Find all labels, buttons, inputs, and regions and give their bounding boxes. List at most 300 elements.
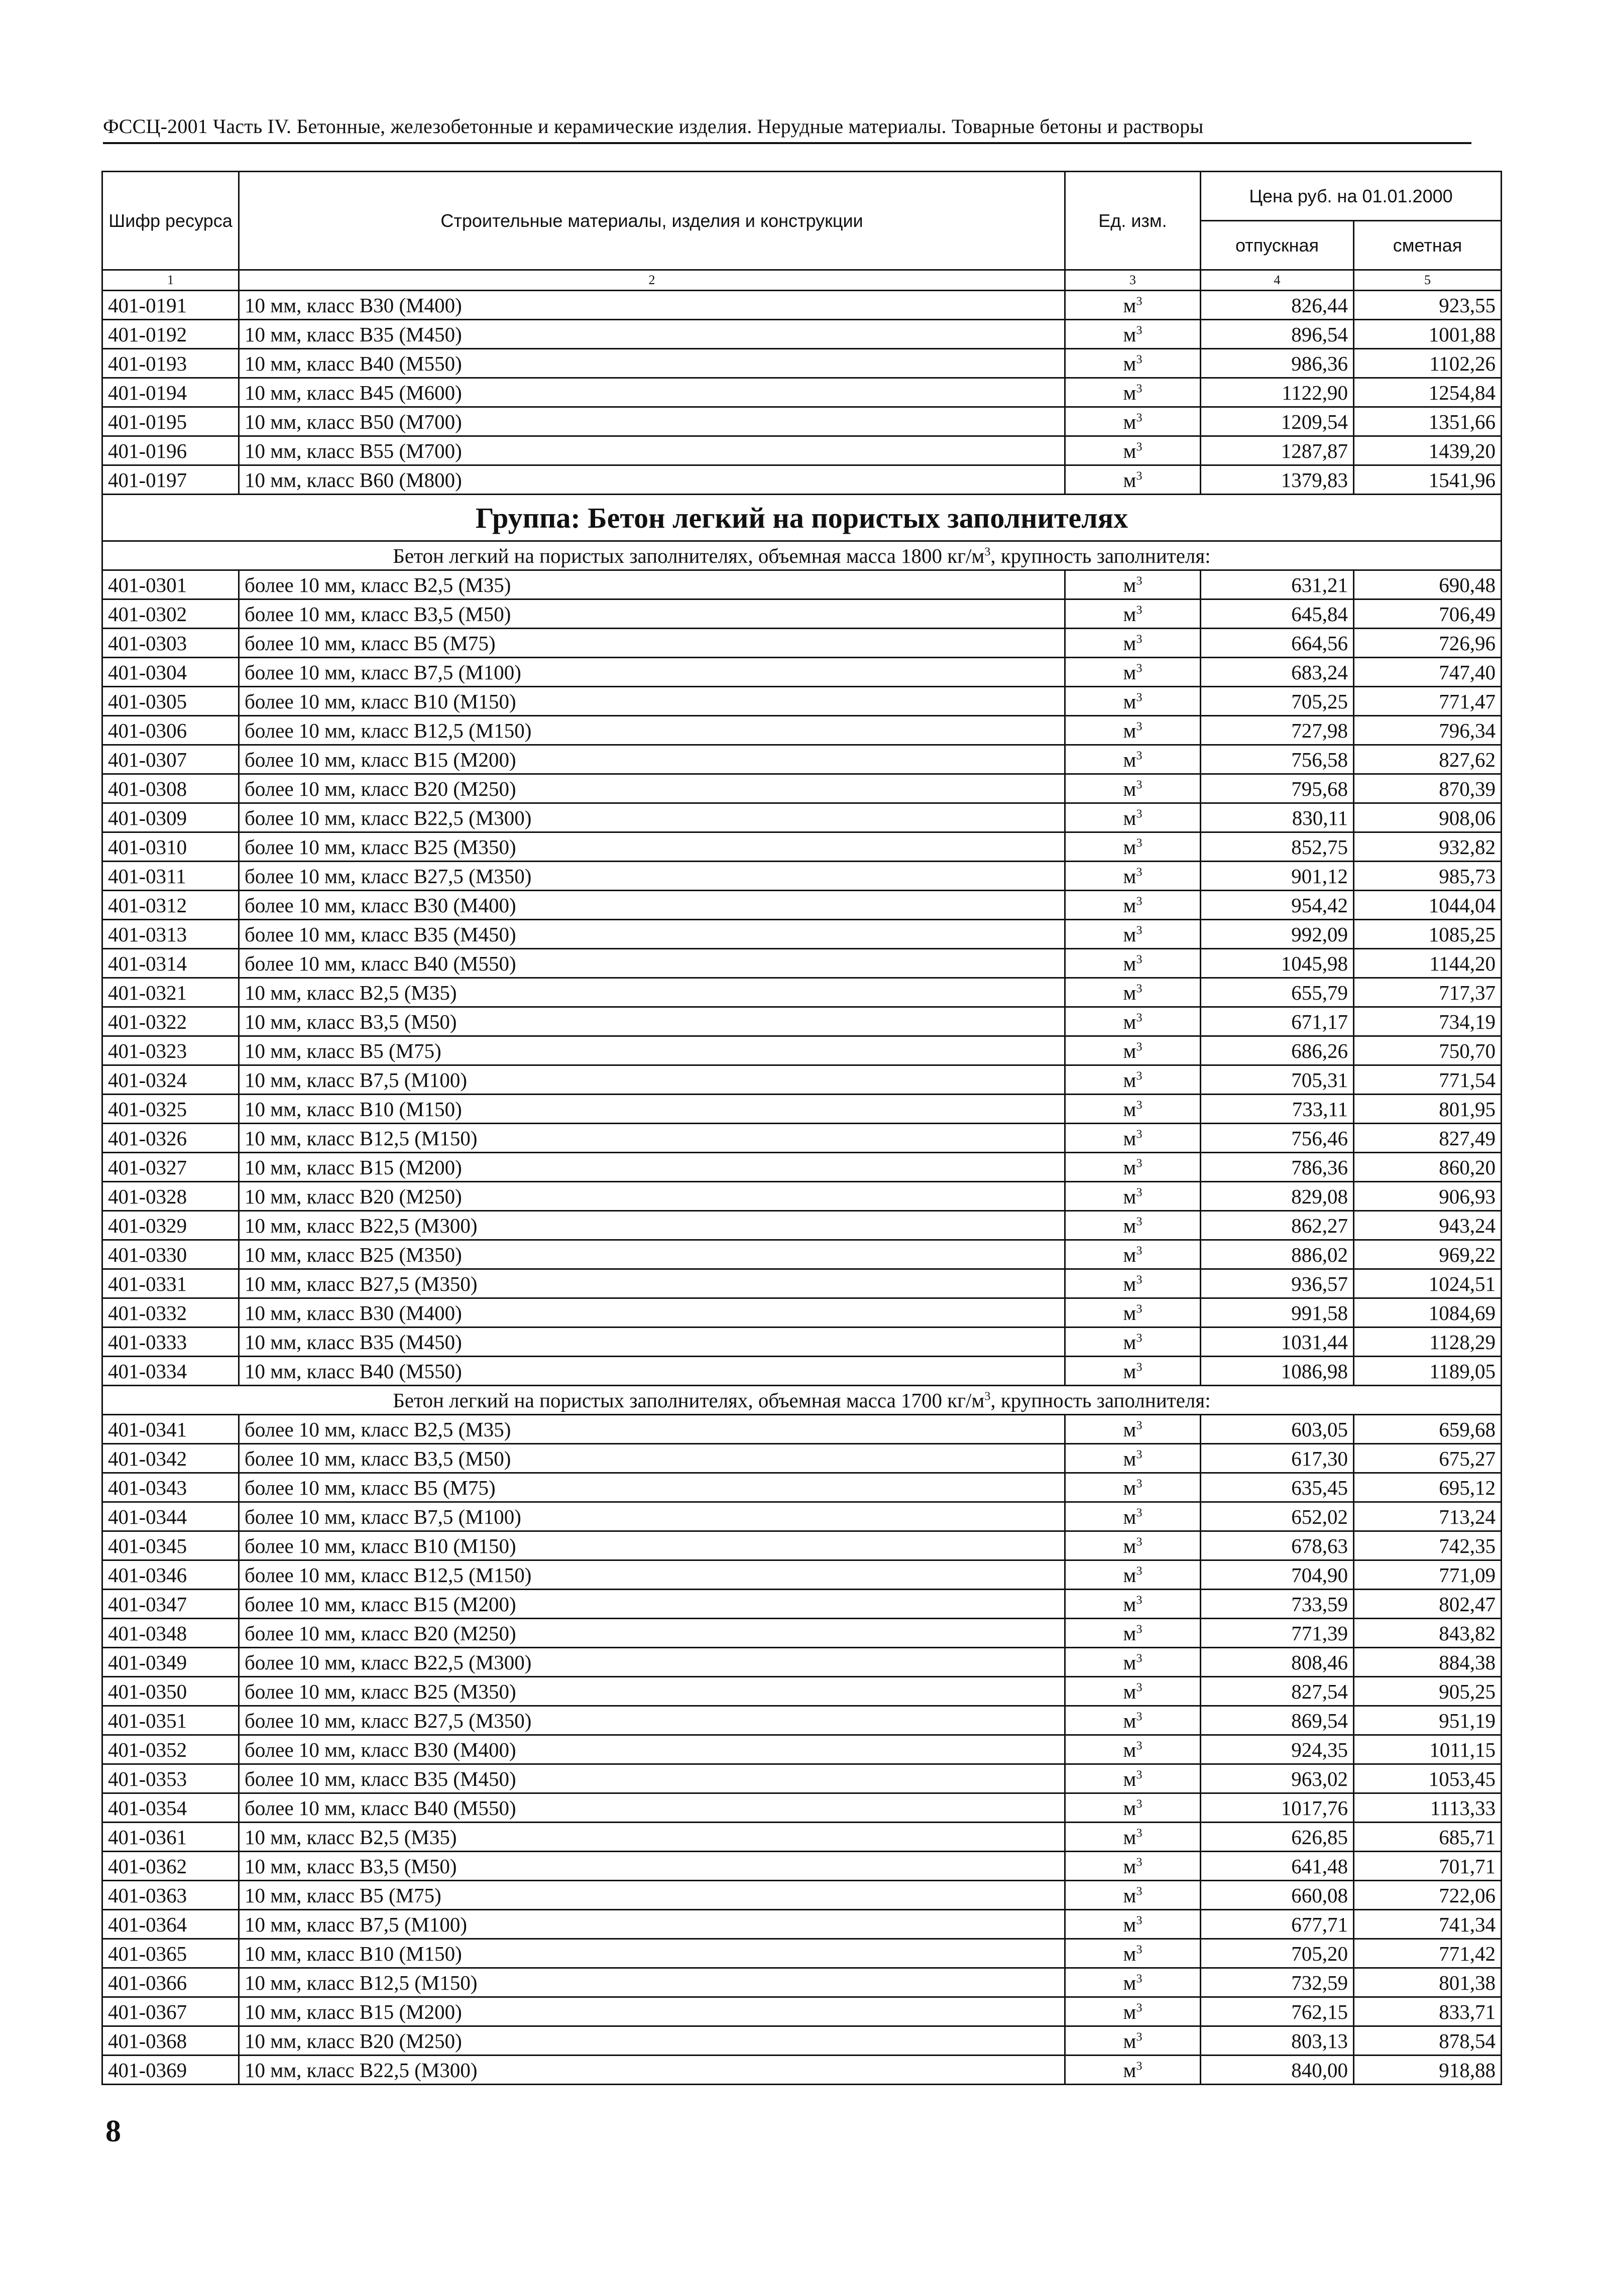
unit-cell <box>1065 1968 1201 1997</box>
estimate-price: 1541,96 <box>1354 465 1502 495</box>
unit-base: м <box>1123 1971 1136 1994</box>
material-name: более 10 мм, класс В2,5 (М35) <box>239 570 1065 599</box>
table-row <box>102 1619 1502 1648</box>
unit-cell <box>1065 716 1201 745</box>
unit-base: м <box>1123 1679 1136 1703</box>
unit-base: м <box>1123 1097 1136 1121</box>
unit-exponent: 3 <box>1136 1884 1142 1898</box>
group-heading-section <box>102 495 1502 570</box>
material-name: более 10 мм, класс В5 (М75) <box>239 629 1065 658</box>
unit-cell <box>1065 570 1201 599</box>
resource-code: 401-0368 <box>102 2026 239 2056</box>
unit-base: м <box>1123 893 1136 917</box>
wholesale-price: 603,05 <box>1201 1415 1354 1444</box>
material-name: 10 мм, класс В3,5 (М50) <box>239 1007 1065 1036</box>
unit-cell <box>1065 658 1201 687</box>
unit-cell <box>1065 1997 1201 2026</box>
table-row <box>102 629 1502 658</box>
material-name: более 10 мм, класс В35 (М450) <box>239 920 1065 949</box>
resource-code: 401-0333 <box>102 1327 239 1357</box>
unit-exponent: 3 <box>1136 1593 1142 1607</box>
unit-cell <box>1065 1065 1201 1095</box>
material-name: 10 мм, класс В5 (М75) <box>239 1881 1065 1910</box>
table-row <box>102 1124 1502 1153</box>
wholesale-price: 1017,76 <box>1201 1793 1354 1823</box>
unit-base: м <box>1123 777 1136 800</box>
wholesale-price: 704,90 <box>1201 1560 1354 1590</box>
unit-exponent: 3 <box>1136 1972 1142 1985</box>
unit-cell <box>1065 862 1201 891</box>
column-header-unit: Ед. изм. <box>1065 172 1201 270</box>
estimate-price: 747,40 <box>1354 658 1502 687</box>
resource-code: 401-0326 <box>102 1124 239 1153</box>
section-heading-tail: , крупность заполнителя: <box>990 544 1211 567</box>
table-row <box>102 1764 1502 1793</box>
unit-cell <box>1065 1910 1201 1939</box>
wholesale-price: 786,36 <box>1201 1153 1354 1182</box>
unit-exponent: 3 <box>1136 1011 1142 1024</box>
estimate-price: 750,70 <box>1354 1036 1502 1065</box>
resource-code: 401-0311 <box>102 862 239 891</box>
unit-base: м <box>1123 1184 1136 1208</box>
material-name: 10 мм, класс В35 (М450) <box>239 320 1065 349</box>
table-row <box>102 1065 1502 1095</box>
unit-base: м <box>1123 864 1136 888</box>
unit-exponent: 3 <box>1136 323 1142 337</box>
table-row <box>102 832 1502 862</box>
material-name: более 10 мм, класс В15 (М200) <box>239 745 1065 774</box>
resource-code: 401-0353 <box>102 1764 239 1793</box>
unit-exponent: 3 <box>984 545 991 558</box>
material-name: более 10 мм, класс В10 (М150) <box>239 1531 1065 1560</box>
resource-code: 401-0305 <box>102 687 239 716</box>
table-row <box>102 349 1502 378</box>
resource-code: 401-0343 <box>102 1473 239 1502</box>
table-row <box>102 716 1502 745</box>
material-name: более 10 мм, класс В5 (М75) <box>239 1473 1065 1502</box>
table-row <box>102 1881 1502 1910</box>
resource-code: 401-0306 <box>102 716 239 745</box>
wholesale-price: 1122,90 <box>1201 378 1354 407</box>
unit-cell <box>1065 1357 1201 1386</box>
wholesale-price: 652,02 <box>1201 1502 1354 1531</box>
resource-code: 401-0361 <box>102 1823 239 1852</box>
unit-base: м <box>1123 1301 1136 1324</box>
resource-code: 401-0363 <box>102 1881 239 1910</box>
wholesale-price: 660,08 <box>1201 1881 1354 1910</box>
unit-base: м <box>1123 1563 1136 1587</box>
material-name: более 10 мм, класс В25 (М350) <box>239 832 1065 862</box>
wholesale-price: 896,54 <box>1201 320 1354 349</box>
table-row <box>102 862 1502 891</box>
wholesale-price: 826,44 <box>1201 291 1354 320</box>
resource-code: 401-0304 <box>102 658 239 687</box>
table-row <box>102 1590 1502 1619</box>
estimate-price: 1085,25 <box>1354 920 1502 949</box>
resource-code: 401-0197 <box>102 465 239 495</box>
estimate-price: 1254,84 <box>1354 378 1502 407</box>
material-name: 10 мм, класс В12,5 (М150) <box>239 1124 1065 1153</box>
unit-cell <box>1065 891 1201 920</box>
unit-exponent: 3 <box>1136 1215 1142 1228</box>
resource-code: 401-0303 <box>102 629 239 658</box>
unit-cell <box>1065 1852 1201 1881</box>
unit-exponent: 3 <box>1136 690 1142 704</box>
table-section-top <box>102 291 1502 495</box>
unit-base: м <box>1123 1912 1136 1936</box>
table-row <box>102 1648 1502 1677</box>
estimate-price: 1001,88 <box>1354 320 1502 349</box>
column-header-price: Цена руб. на 01.01.2000 <box>1201 172 1502 221</box>
table-row <box>102 599 1502 629</box>
resource-code: 401-0314 <box>102 949 239 978</box>
material-name: 10 мм, класс В60 (М800) <box>239 465 1065 495</box>
wholesale-price: 1287,87 <box>1201 436 1354 465</box>
material-name: 10 мм, класс В15 (М200) <box>239 1153 1065 1182</box>
table-row <box>102 891 1502 920</box>
estimate-price: 713,24 <box>1354 1502 1502 1531</box>
section-heading-text: Бетон легкий на пористых заполнителях, объемная масса 1800 кг/м <box>393 544 985 567</box>
unit-base: м <box>1123 1272 1136 1295</box>
unit-base: м <box>1123 293 1136 317</box>
estimate-price: 1144,20 <box>1354 949 1502 978</box>
unit-exponent: 3 <box>1136 2059 1142 2073</box>
estimate-price: 1113,33 <box>1354 1793 1502 1823</box>
unit-exponent: 3 <box>1136 952 1142 966</box>
estimate-price: 1053,45 <box>1354 1764 1502 1793</box>
resource-code: 401-0323 <box>102 1036 239 1065</box>
unit-cell <box>1065 1590 1201 1619</box>
table-row <box>102 687 1502 716</box>
estimate-price: 833,71 <box>1354 1997 1502 2026</box>
material-name: 10 мм, класс В40 (М550) <box>239 1357 1065 1386</box>
unit-cell <box>1065 2056 1201 2085</box>
unit-exponent: 3 <box>1136 1040 1142 1053</box>
unit-cell <box>1065 2026 1201 2056</box>
table-section-1800 <box>102 570 1502 1386</box>
unit-cell <box>1065 1415 1201 1444</box>
unit-base: м <box>1123 835 1136 859</box>
wholesale-price: 1379,83 <box>1201 465 1354 495</box>
resource-code: 401-0362 <box>102 1852 239 1881</box>
material-name: 10 мм, класс В12,5 (М150) <box>239 1968 1065 1997</box>
table-row <box>102 745 1502 774</box>
wholesale-price: 617,30 <box>1201 1444 1354 1473</box>
table-row <box>102 1852 1502 1881</box>
column-number-row <box>102 270 1502 291</box>
unit-base: м <box>1123 381 1136 404</box>
unit-cell <box>1065 1735 1201 1764</box>
group-title: Группа: Бетон легкий на пористых заполнителях <box>102 495 1502 541</box>
unit-exponent: 3 <box>1136 1156 1142 1170</box>
resource-code: 401-0365 <box>102 1939 239 1968</box>
unit-cell <box>1065 745 1201 774</box>
unit-exponent: 3 <box>1136 749 1142 762</box>
unit-exponent: 3 <box>1136 1768 1142 1781</box>
unit-cell <box>1065 349 1201 378</box>
table-row <box>102 920 1502 949</box>
resource-code: 401-0364 <box>102 1910 239 1939</box>
material-name: более 10 мм, класс В22,5 (М300) <box>239 803 1065 832</box>
material-name: 10 мм, класс В30 (М400) <box>239 1298 1065 1327</box>
unit-exponent: 3 <box>1136 603 1142 617</box>
unit-base: м <box>1123 1214 1136 1237</box>
wholesale-price: 852,75 <box>1201 832 1354 862</box>
wholesale-price: 727,98 <box>1201 716 1354 745</box>
table-row <box>102 1357 1502 1386</box>
wholesale-price: 756,58 <box>1201 745 1354 774</box>
unit-exponent: 3 <box>1136 894 1142 908</box>
material-name: более 10 мм, класс В35 (М450) <box>239 1764 1065 1793</box>
unit-base: м <box>1123 351 1136 375</box>
estimate-price: 905,25 <box>1354 1677 1502 1706</box>
unit-cell <box>1065 1619 1201 1648</box>
section-heading-tail: , крупность заполнителя: <box>990 1388 1211 1412</box>
material-name: 10 мм, класс В30 (М400) <box>239 291 1065 320</box>
unit-exponent: 3 <box>1136 1331 1142 1345</box>
estimate-price: 801,95 <box>1354 1095 1502 1124</box>
material-name: более 10 мм, класс В40 (М550) <box>239 1793 1065 1823</box>
estimate-price: 827,62 <box>1354 745 1502 774</box>
unit-base: м <box>1123 410 1136 433</box>
unit-exponent: 3 <box>1136 1535 1142 1548</box>
wholesale-price: 645,84 <box>1201 599 1354 629</box>
estimate-price: 1044,04 <box>1354 891 1502 920</box>
estimate-price: 659,68 <box>1354 1415 1502 1444</box>
estimate-price: 870,39 <box>1354 774 1502 803</box>
wholesale-price: 954,42 <box>1201 891 1354 920</box>
unit-base: м <box>1123 1621 1136 1645</box>
unit-cell <box>1065 1298 1201 1327</box>
unit-exponent: 3 <box>1136 2001 1142 2014</box>
material-name: 10 мм, класс В25 (М350) <box>239 1240 1065 1269</box>
unit-cell <box>1065 978 1201 1007</box>
table-row <box>102 1531 1502 1560</box>
resource-code: 401-0307 <box>102 745 239 774</box>
unit-cell <box>1065 1881 1201 1910</box>
wholesale-price: 808,46 <box>1201 1648 1354 1677</box>
resource-code: 401-0329 <box>102 1211 239 1240</box>
estimate-price: 1011,15 <box>1354 1735 1502 1764</box>
column-number: 1 <box>102 270 239 291</box>
material-name: более 10 мм, класс В7,5 (М100) <box>239 658 1065 687</box>
unit-cell <box>1065 1327 1201 1357</box>
resource-code: 401-0321 <box>102 978 239 1007</box>
material-name: 10 мм, класс В27,5 (М350) <box>239 1269 1065 1298</box>
material-name: более 10 мм, класс В27,5 (М350) <box>239 862 1065 891</box>
column-number: 5 <box>1354 270 1502 291</box>
resource-code: 401-0313 <box>102 920 239 949</box>
resource-code: 401-0195 <box>102 407 239 436</box>
table-row <box>102 1823 1502 1852</box>
table-row <box>102 407 1502 436</box>
material-name: 10 мм, класс В5 (М75) <box>239 1036 1065 1065</box>
unit-exponent: 3 <box>984 1389 991 1403</box>
wholesale-price: 992,09 <box>1201 920 1354 949</box>
table-row <box>102 803 1502 832</box>
unit-base: м <box>1123 922 1136 946</box>
material-name: 10 мм, класс В40 (М550) <box>239 349 1065 378</box>
unit-base: м <box>1123 1446 1136 1470</box>
unit-cell <box>1065 320 1201 349</box>
table-row <box>102 1415 1502 1444</box>
resource-code: 401-0367 <box>102 1997 239 2026</box>
wholesale-price: 762,15 <box>1201 1997 1354 2026</box>
unit-exponent: 3 <box>1136 1506 1142 1519</box>
estimate-price: 771,09 <box>1354 1560 1502 1590</box>
resource-code: 401-0341 <box>102 1415 239 1444</box>
material-name: более 10 мм, класс В3,5 (М50) <box>239 599 1065 629</box>
unit-base: м <box>1123 1738 1136 1761</box>
unit-cell <box>1065 1793 1201 1823</box>
wholesale-price: 705,20 <box>1201 1939 1354 1968</box>
estimate-price: 726,96 <box>1354 629 1502 658</box>
wholesale-price: 626,85 <box>1201 1823 1354 1852</box>
estimate-price: 734,19 <box>1354 1007 1502 1036</box>
estimate-price: 1439,20 <box>1354 436 1502 465</box>
estimate-price: 878,54 <box>1354 2026 1502 2056</box>
column-header-code: Шифр ресурса <box>102 172 239 270</box>
section-heading-text: Бетон легкий на пористых заполнителях, объемная масса 1700 кг/м <box>393 1388 985 1412</box>
estimate-price: 706,49 <box>1354 599 1502 629</box>
material-name: более 10 мм, класс В10 (М150) <box>239 687 1065 716</box>
unit-cell <box>1065 1706 1201 1735</box>
table-row <box>102 465 1502 495</box>
unit-base: м <box>1123 1767 1136 1790</box>
unit-exponent: 3 <box>1136 865 1142 879</box>
unit-exponent: 3 <box>1136 352 1142 366</box>
unit-exponent: 3 <box>1136 440 1142 453</box>
estimate-price: 1102,26 <box>1354 349 1502 378</box>
unit-exponent: 3 <box>1136 574 1142 587</box>
unit-exponent: 3 <box>1136 1943 1142 1956</box>
material-name: более 10 мм, класс В12,5 (М150) <box>239 716 1065 745</box>
resource-code: 401-0310 <box>102 832 239 862</box>
resource-code: 401-0342 <box>102 1444 239 1473</box>
material-name: 10 мм, класс В2,5 (М35) <box>239 978 1065 1007</box>
table-row <box>102 1240 1502 1269</box>
unit-cell <box>1065 803 1201 832</box>
estimate-price: 675,27 <box>1354 1444 1502 1473</box>
table-row <box>102 1968 1502 1997</box>
unit-cell <box>1065 378 1201 407</box>
unit-exponent: 3 <box>1136 2030 1142 2043</box>
unit-base: м <box>1123 1359 1136 1383</box>
unit-cell <box>1065 1007 1201 1036</box>
estimate-price: 1189,05 <box>1354 1357 1502 1386</box>
unit-base: м <box>1123 1854 1136 1878</box>
unit-cell <box>1065 407 1201 436</box>
unit-base: м <box>1123 1796 1136 1820</box>
unit-exponent: 3 <box>1136 1710 1142 1723</box>
material-name: более 10 мм, класс В27,5 (М350) <box>239 1706 1065 1735</box>
resource-code: 401-0352 <box>102 1735 239 1764</box>
estimate-price: 1351,66 <box>1354 407 1502 436</box>
unit-exponent: 3 <box>1136 1477 1142 1490</box>
unit-base: м <box>1123 631 1136 655</box>
table-row <box>102 949 1502 978</box>
table-row <box>102 1007 1502 1036</box>
table-row <box>102 1910 1502 1939</box>
wholesale-price: 901,12 <box>1201 862 1354 891</box>
wholesale-price: 1045,98 <box>1201 949 1354 978</box>
wholesale-price: 827,54 <box>1201 1677 1354 1706</box>
material-name: 10 мм, класс В20 (М250) <box>239 1182 1065 1211</box>
unit-base: м <box>1123 1243 1136 1266</box>
unit-exponent: 3 <box>1136 778 1142 791</box>
unit-exponent: 3 <box>1136 1244 1142 1257</box>
column-number: 3 <box>1065 270 1201 291</box>
unit-exponent: 3 <box>1136 1447 1142 1461</box>
unit-cell <box>1065 832 1201 862</box>
estimate-price: 860,20 <box>1354 1153 1502 1182</box>
unit-exponent: 3 <box>1136 1185 1142 1199</box>
material-name: более 10 мм, класс В7,5 (М100) <box>239 1502 1065 1531</box>
estimate-price: 906,93 <box>1354 1182 1502 1211</box>
resource-code: 401-0192 <box>102 320 239 349</box>
wholesale-price: 986,36 <box>1201 349 1354 378</box>
table-row <box>102 1182 1502 1211</box>
estimate-price: 742,35 <box>1354 1531 1502 1560</box>
resource-code: 401-0346 <box>102 1560 239 1590</box>
wholesale-price: 991,58 <box>1201 1298 1354 1327</box>
column-header-wholesale: отпускная <box>1201 221 1354 270</box>
unit-cell <box>1065 1124 1201 1153</box>
resource-code: 401-0331 <box>102 1269 239 1298</box>
unit-exponent: 3 <box>1136 1127 1142 1141</box>
unit-cell <box>1065 1823 1201 1852</box>
unit-base: м <box>1123 1534 1136 1557</box>
material-name: 10 мм, класс В22,5 (М300) <box>239 1211 1065 1240</box>
unit-cell <box>1065 1240 1201 1269</box>
estimate-price: 771,54 <box>1354 1065 1502 1095</box>
table-row <box>102 570 1502 599</box>
section-heading-1800 <box>102 541 1502 570</box>
material-name: более 10 мм, класс В30 (М400) <box>239 1735 1065 1764</box>
estimate-price: 741,34 <box>1354 1910 1502 1939</box>
unit-exponent: 3 <box>1136 1826 1142 1840</box>
estimate-price: 884,38 <box>1354 1648 1502 1677</box>
unit-exponent: 3 <box>1136 1651 1142 1665</box>
column-number: 4 <box>1201 270 1354 291</box>
estimate-price: 802,47 <box>1354 1590 1502 1619</box>
unit-base: м <box>1123 1942 1136 1965</box>
unit-base: м <box>1123 1476 1136 1499</box>
table-row <box>102 1939 1502 1968</box>
wholesale-price: 655,79 <box>1201 978 1354 1007</box>
wholesale-price: 705,31 <box>1201 1065 1354 1095</box>
resource-code: 401-0325 <box>102 1095 239 1124</box>
estimate-price: 923,55 <box>1354 291 1502 320</box>
unit-base: м <box>1123 322 1136 346</box>
unit-base: м <box>1123 1039 1136 1062</box>
subheading-section <box>102 1386 1502 1415</box>
unit-base: м <box>1123 718 1136 742</box>
unit-base: м <box>1123 1068 1136 1092</box>
unit-cell <box>1065 1531 1201 1560</box>
unit-base: м <box>1123 602 1136 626</box>
unit-base: м <box>1123 1825 1136 1849</box>
estimate-price: 1084,69 <box>1354 1298 1502 1327</box>
unit-exponent: 3 <box>1136 719 1142 733</box>
unit-base: м <box>1123 1505 1136 1528</box>
column-number: 2 <box>239 270 1065 291</box>
unit-cell <box>1065 1560 1201 1590</box>
material-name: более 10 мм, класс В12,5 (М150) <box>239 1560 1065 1590</box>
estimate-price: 722,06 <box>1354 1881 1502 1910</box>
resource-code: 401-0196 <box>102 436 239 465</box>
unit-base: м <box>1123 1592 1136 1616</box>
